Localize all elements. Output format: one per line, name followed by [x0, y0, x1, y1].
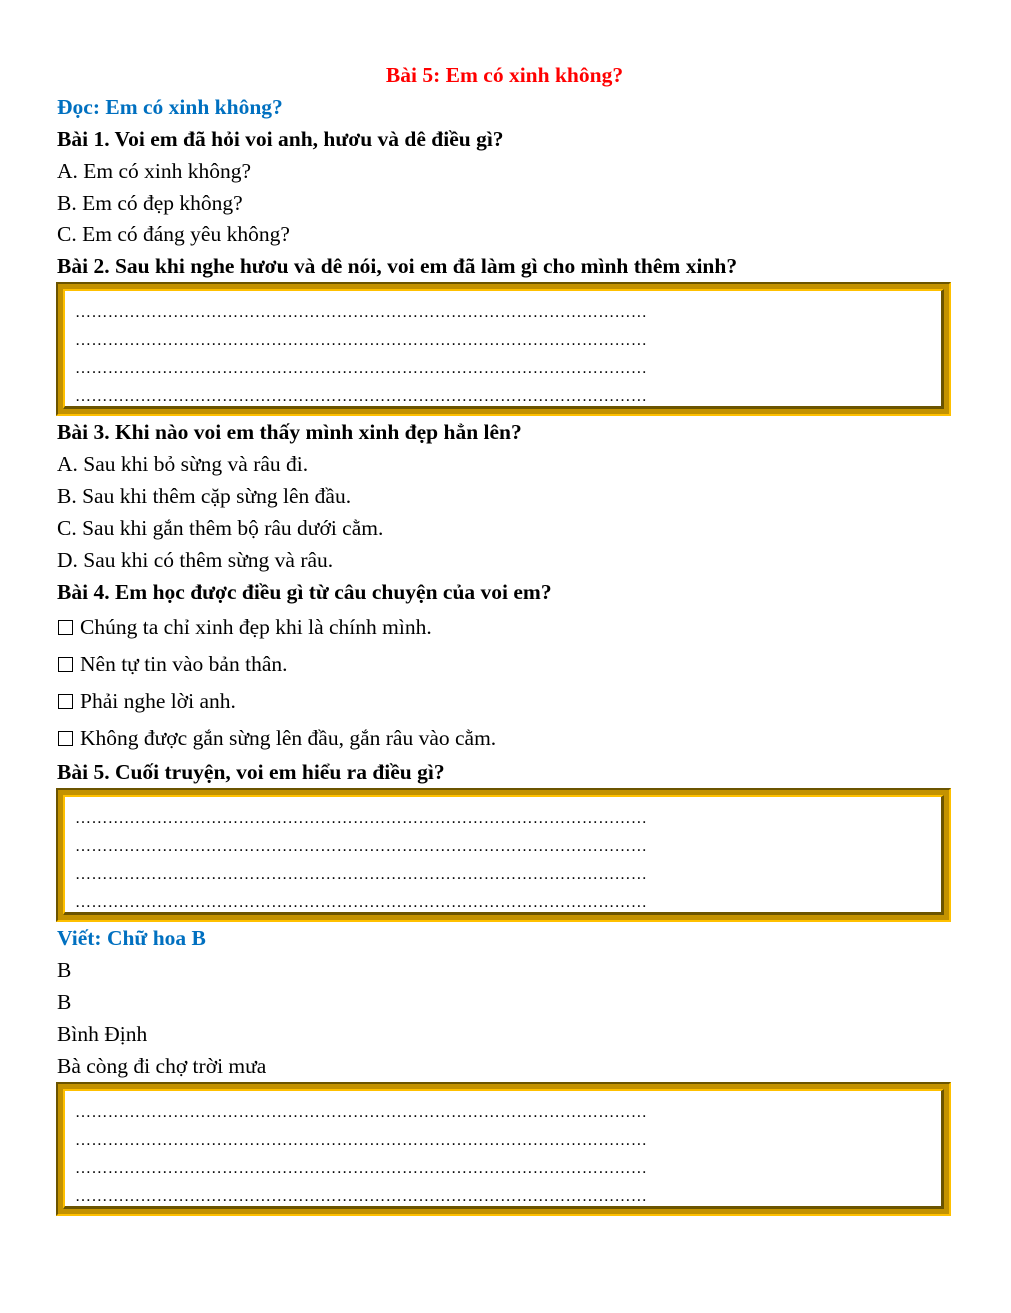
answer-line: …………………………………………………………………………………………… — [75, 333, 648, 349]
question-4-option-1[interactable] — [57, 613, 432, 641]
question-4-label: Bài 4. Em học được điều gì từ câu chuyện của voi em? — [57, 580, 552, 604]
writing-answer-area[interactable] — [63, 1089, 944, 1209]
checkbox-icon[interactable] — [58, 657, 73, 672]
writing-section-heading: Viết: Chữ hoa B — [57, 926, 206, 950]
option-text: Phải nghe lời anh. — [80, 689, 236, 713]
question-5-answer-box[interactable] — [56, 788, 951, 922]
question-3-option-d: D. Sau khi có thêm sừng và râu. — [57, 548, 334, 572]
checkbox-icon[interactable] — [58, 694, 73, 709]
question-4-option-4[interactable] — [57, 724, 496, 752]
checkbox-icon[interactable] — [58, 731, 73, 746]
question-3-option-a: A. Sau khi bỏ sừng và râu đi. — [57, 452, 309, 476]
answer-line: …………………………………………………………………………………………… — [75, 1133, 648, 1149]
answer-line: …………………………………………………………………………………………… — [75, 361, 648, 377]
option-text: Nên tự tin vào bản thân. — [80, 652, 288, 676]
answer-line: …………………………………………………………………………………………… — [75, 389, 648, 405]
writing-line-3: Bình Định — [57, 1022, 148, 1046]
writing-answer-box[interactable] — [56, 1082, 951, 1216]
question-2-answer-box[interactable] — [56, 282, 951, 416]
answer-line: …………………………………………………………………………………………… — [75, 895, 648, 911]
answer-line: …………………………………………………………………………………………… — [75, 1161, 648, 1177]
writing-line-1: B — [57, 958, 72, 982]
question-3-option-c: C. Sau khi gắn thêm bộ râu dưới cằm. — [57, 516, 384, 540]
question-1-option-c: C. Em có đáng yêu không? — [57, 222, 290, 246]
writing-line-2: B — [57, 990, 72, 1014]
option-text: Không được gắn sừng lên đầu, gắn râu vào cằm. — [80, 726, 497, 750]
question-4-option-3[interactable] — [57, 687, 236, 715]
answer-line: …………………………………………………………………………………………… — [75, 305, 648, 321]
question-1-label: Bài 1. Voi em đã hỏi voi anh, hươu và dê điều gì? — [57, 127, 504, 151]
question-5-label: Bài 5. Cuối truyện, voi em hiểu ra điều gì? — [57, 760, 445, 784]
reading-section-heading: Đọc: Em có xinh không? — [57, 95, 283, 119]
question-2-label: Bài 2. Sau khi nghe hươu và dê nói, voi em đã làm gì cho mình thêm xinh? — [57, 254, 738, 278]
checkbox-icon[interactable] — [58, 620, 73, 635]
answer-line: …………………………………………………………………………………………… — [75, 867, 648, 883]
question-3-option-b: B. Sau khi thêm cặp sừng lên đầu. — [57, 484, 352, 508]
answer-line: …………………………………………………………………………………………… — [75, 811, 648, 827]
option-text: Chúng ta chỉ xinh đẹp khi là chính mình. — [80, 615, 432, 639]
question-2-answer-area[interactable] — [63, 289, 944, 409]
worksheet-title-text: Bài 5: Em có xinh không? — [385, 63, 624, 87]
question-5-answer-area[interactable] — [63, 795, 944, 915]
writing-line-4: Bà còng đi chợ trời mưa — [57, 1054, 267, 1078]
question-1-option-a: A. Em có xinh không? — [57, 159, 252, 183]
question-3-label: Bài 3. Khi nào voi em thấy mình xinh đẹp hẳn lên? — [57, 420, 522, 444]
question-4-option-2[interactable] — [57, 650, 288, 678]
worksheet-title — [0, 61, 1011, 89]
answer-line: …………………………………………………………………………………………… — [75, 839, 648, 855]
answer-line: …………………………………………………………………………………………… — [75, 1105, 648, 1121]
question-1-option-b: B. Em có đẹp không? — [57, 191, 243, 215]
answer-line: …………………………………………………………………………………………… — [75, 1189, 648, 1205]
